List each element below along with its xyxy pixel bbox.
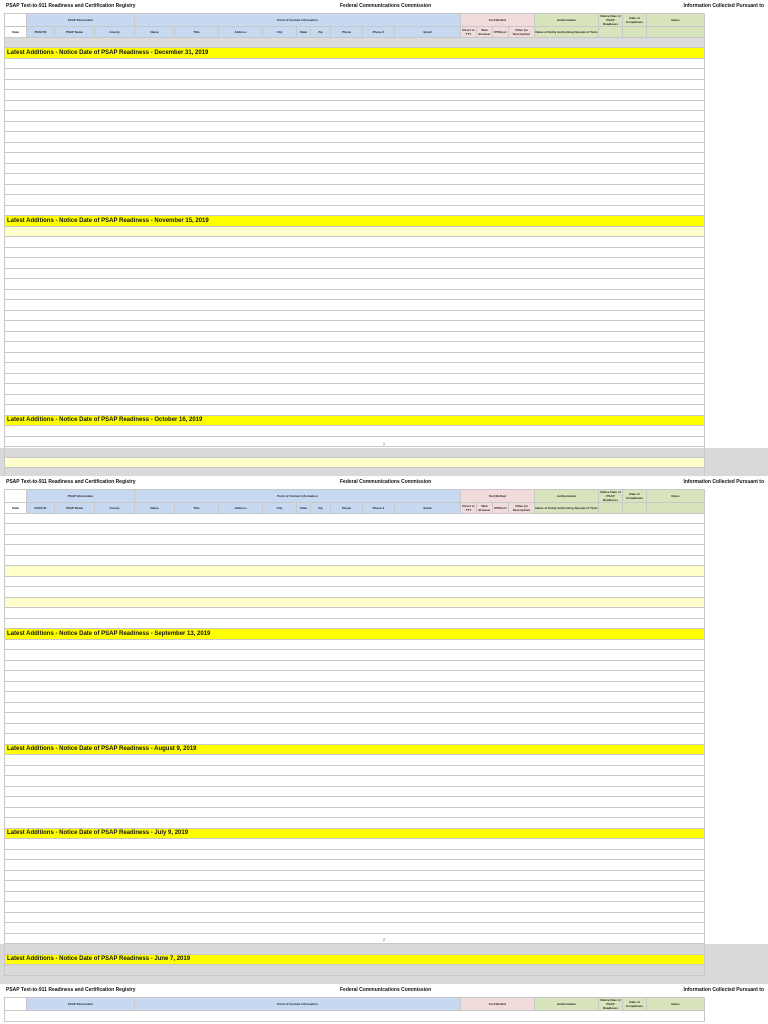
table-row [5, 268, 705, 279]
table-row [5, 765, 705, 776]
table-row [5, 671, 705, 682]
section-band [5, 415, 705, 426]
psap-id-header: PSAP ID [27, 27, 55, 38]
county-header: County [95, 27, 135, 38]
section-band [5, 629, 705, 640]
column-group-row [5, 490, 705, 503]
table-row [5, 457, 705, 468]
collection-note: Information Collected Pursuant to [683, 987, 764, 993]
page-header [0, 987, 768, 995]
collection-note: Information Collected Pursuant to [683, 3, 764, 9]
column-header-row [5, 27, 705, 38]
table-row [5, 132, 705, 143]
table-row [5, 121, 705, 132]
tty-header: Direct to TTY [462, 503, 475, 512]
table-row [5, 902, 705, 913]
table-row [5, 174, 705, 185]
section-band [5, 954, 705, 965]
table-row [5, 818, 705, 829]
column-group-row [5, 998, 705, 1011]
table-row [5, 681, 705, 692]
text-method-group: Text Method [461, 998, 535, 1011]
web-header: Web Browser [478, 27, 491, 36]
zip-header: Zip [311, 503, 331, 514]
table-row [5, 849, 705, 860]
column-group-row [5, 14, 705, 27]
table-row [5, 860, 705, 871]
registry-title: PSAP Text-to-911 Readiness and Certification Registry [6, 987, 136, 993]
psap-id-header: PSAP ID [27, 503, 55, 514]
table-row [5, 912, 705, 923]
readiness-head: Notice Date of PSAP Readiness [600, 490, 621, 502]
table-row [5, 352, 705, 363]
table-row [5, 373, 705, 384]
table-row [5, 587, 705, 598]
authorization-group: Authorization [535, 998, 599, 1011]
table-row [5, 713, 705, 724]
table-row [5, 881, 705, 892]
name-header: Name [135, 27, 175, 38]
agency-title: Federal Communications Commission [340, 987, 432, 993]
section-title-dec31: Latest Additions - Notice Date of PSAP Readiness - December 31, 2019 [7, 49, 209, 56]
table-row [5, 289, 705, 300]
table-row [5, 226, 705, 237]
table-row [5, 965, 705, 976]
page-header [0, 3, 768, 11]
psap-information-group: PSAP Information [27, 14, 135, 27]
psap-information-group: PSAP Information [27, 998, 135, 1011]
authorization-group: Authorization [535, 14, 599, 27]
note-row [5, 37, 705, 48]
table-row [5, 310, 705, 321]
table-row [5, 660, 705, 671]
point-of-contact-group: Point of Contact Information [135, 490, 461, 503]
table-row [5, 79, 705, 90]
page-2 [0, 476, 768, 963]
table-row [5, 1011, 705, 1022]
notes-head: Notes [647, 998, 705, 1011]
notes-head: Notes [647, 490, 705, 503]
authorization-group: Authorization [535, 490, 599, 503]
section-title-nov15: Latest Additions - Notice Date of PSAP Readiness - November 15, 2019 [7, 217, 209, 224]
table-row [5, 394, 705, 405]
agency-title: Federal Communications Commission [340, 479, 432, 485]
registry-title: PSAP Text-to-911 Readiness and Certification Registry [6, 479, 136, 485]
readiness-head: Notice Date of PSAP Readiness [600, 998, 621, 1010]
table-row [5, 608, 705, 619]
table-row [5, 524, 705, 535]
table-row [5, 258, 705, 269]
agency-title: Federal Communications Commission [340, 3, 432, 9]
city-header: City [263, 27, 297, 38]
page-number: 1 [382, 441, 386, 446]
table-row [5, 513, 705, 524]
text-method-group: Text Method [461, 14, 535, 27]
table-row [5, 786, 705, 797]
table-row [5, 153, 705, 164]
table-row [5, 195, 705, 206]
state-header: State [5, 503, 27, 514]
section-band [5, 48, 705, 59]
table-row [5, 90, 705, 101]
section-band [5, 216, 705, 227]
table-row [5, 692, 705, 703]
section-band [5, 744, 705, 755]
registry-title: PSAP Text-to-911 Readiness and Certification Registry [6, 3, 136, 9]
registry-table [4, 489, 705, 976]
auth-entity-header: Name of Entity Authorizing Receipt of Texts [535, 503, 599, 514]
table-row [5, 321, 705, 332]
table-row [5, 597, 705, 608]
table-row [5, 405, 705, 416]
table-row [5, 142, 705, 153]
page-1 [0, 0, 768, 448]
title-header: Title [175, 27, 219, 38]
section-title-aug09: Latest Additions - Notice Date of PSAP Readiness - August 9, 2019 [7, 746, 197, 753]
table-row [5, 58, 705, 69]
email-header: Email [395, 503, 461, 514]
table-row [5, 639, 705, 650]
table-row [5, 342, 705, 353]
table-row [5, 870, 705, 881]
table-row [5, 184, 705, 195]
section-title-sep13: Latest Additions - Notice Date of PSAP Readiness - September 13, 2019 [7, 630, 211, 637]
table-row [5, 618, 705, 629]
other-header: Other (in Description) [509, 503, 535, 514]
table-row [5, 891, 705, 902]
compliance-head: Date of Compliance [623, 998, 647, 1011]
phone-header: Phone [331, 27, 363, 38]
table-row [5, 111, 705, 122]
table-row [5, 755, 705, 766]
table-row [5, 545, 705, 556]
table-row [5, 923, 705, 934]
table-row [5, 576, 705, 587]
table-row [5, 300, 705, 311]
compliance-head: Date of Compliance [623, 490, 647, 503]
table-row [5, 776, 705, 787]
registry-table [4, 997, 705, 1022]
table-row [5, 534, 705, 545]
table-row [5, 702, 705, 713]
column-header-row [5, 503, 705, 514]
other-header: Other (in Description) [509, 27, 535, 38]
ip-header: IP/Direct [493, 503, 509, 514]
readiness-head: Notice Date of PSAP Readiness [600, 14, 621, 26]
section-title-jun07: Latest Additions - Notice Date of PSAP Readiness - June 7, 2019 [7, 956, 191, 963]
page-number: 2 [382, 937, 386, 942]
table-row [5, 650, 705, 661]
table-row [5, 69, 705, 80]
table-row [5, 447, 705, 458]
section-band [5, 828, 705, 839]
city-header: City [263, 503, 297, 514]
point-of-contact-group: Point of Contact Information [135, 14, 461, 27]
table-row [5, 797, 705, 808]
table-row [5, 944, 705, 955]
address-header: Address [219, 27, 263, 38]
section-title-oct16: Latest Additions - Notice Date of PSAP Readiness - October 16, 2019 [7, 417, 203, 424]
compliance-head: Date of Compliance [623, 14, 647, 27]
point-of-contact-group: Point of Contact Information [135, 998, 461, 1011]
table-row [5, 384, 705, 395]
psap-information-group: PSAP Information [27, 490, 135, 503]
email-header: Email [395, 27, 461, 38]
table-row [5, 426, 705, 437]
section-title-jul09: Latest Additions - Notice Date of PSAP Readiness - July 9, 2019 [7, 830, 189, 837]
state-header: State [5, 27, 27, 38]
collection-note: Information Collected Pursuant to [683, 479, 764, 485]
address-header: Address [219, 503, 263, 514]
table-row [5, 279, 705, 290]
page-header [0, 479, 768, 487]
table-row [5, 363, 705, 374]
phone2-header: Phone 2 [363, 503, 395, 514]
table-row [5, 734, 705, 745]
ip-header: IP/Direct [493, 27, 509, 38]
name-header: Name [135, 503, 175, 514]
table-row [5, 566, 705, 577]
text-method-group: Text Method [461, 490, 535, 503]
table-row [5, 163, 705, 174]
table-row [5, 839, 705, 850]
tty-header: Direct to TTY [462, 27, 475, 36]
table-row [5, 237, 705, 248]
table-row [5, 723, 705, 734]
psap-name-header: PSAP Name [55, 27, 95, 38]
title-header: Title [175, 503, 219, 514]
zip-header: Zip [311, 27, 331, 38]
auth-entity-header: Name of Entity Authorizing Receipt of Texts [535, 27, 599, 38]
table-row [5, 247, 705, 258]
table-row [5, 555, 705, 566]
phone-header: Phone [331, 503, 363, 514]
table-row [5, 205, 705, 216]
psap-name-header: PSAP Name [55, 503, 95, 514]
county-header: County [95, 503, 135, 514]
table-row [5, 100, 705, 111]
web-header: Web Browser [478, 503, 491, 512]
st-header: State [297, 503, 311, 514]
page-3 [0, 984, 768, 1024]
phone2-header: Phone 2 [363, 27, 395, 38]
table-row [5, 331, 705, 342]
table-row [5, 807, 705, 818]
st-header: State [297, 27, 311, 38]
registry-table [4, 13, 705, 479]
notes-head: Notes [647, 14, 705, 27]
